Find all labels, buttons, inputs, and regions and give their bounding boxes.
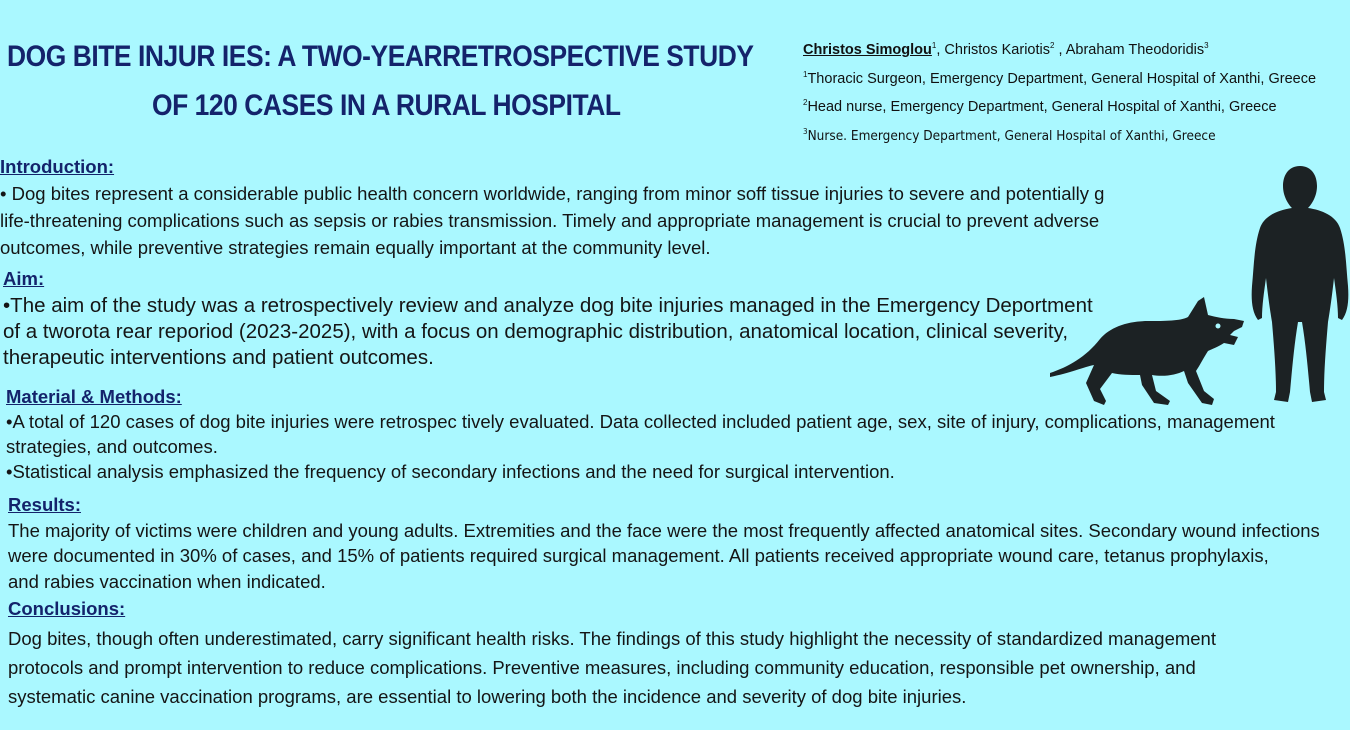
author-separator: , [1054,41,1066,58]
conclusions-line-3: systematic canine vaccination programs, are essential to lowering both the incidence and severity of dog bite injuries. [8,686,967,707]
aim-line-1: •The aim of the study was a retrospectively review and analyze dog bite injuries managed in the Emergency Deportment [3,294,1093,317]
affiliation-2 [803,98,1277,115]
methods-line-3: •Statistical analysis emphasized the frequency of secondary infections and the need for surgical intervention. [6,461,895,482]
affiliation-mark: 2 [803,98,808,107]
affiliation-mark: 3 [803,127,808,136]
results-line-3: and rabies vaccination when indicated. [8,571,326,592]
affiliation-text: Thoracic Surgeon, Emergency Department, General Hospital of Xanthi, Greece [807,71,1317,87]
introduction-heading: Introduction: [0,156,115,177]
methods-line-2: strategies, and outcomes. [6,436,218,457]
affiliation-mark: 1 [803,70,808,79]
results-line-1: The majority of victims were children and young adults. Extremities and the face were the most frequently affected anatomical sites. Secondary wound infections [8,520,1320,541]
author-affiliation-mark: 3 [1204,41,1209,50]
aim-line-2: of a tworota rear reporiod (2023-2025), with a focus on demographic distribution, anatomical location, clinical severity, [3,320,1069,343]
poster-title-line-2: OF 120 CASES IN A RURAL HOSPITAL [152,89,621,122]
author-separator: , [936,41,945,58]
author-name: Christos Kariotis [944,41,1050,58]
poster-title-line-1: DOG BITE INJUR IES: A TWO-YEARRETROSPECTIVE STUDY [7,40,754,73]
conclusions-line-2: protocols and prompt intervention to reduce complications. Preventive measures, including community education, responsible pet ownership, and [8,657,1196,678]
affiliation-text: Nurse. Emergency Department, General Hospital of Xanthi, Greece [807,128,1216,144]
results-line-2: were documented in 30% of cases, and 15% of patients required surgical management. All patients received appropriate wound care, tetanus prophylaxis, [8,545,1269,566]
introduction-line-2: life-threatening complications such as sepsis or rabies transmission. Timely and appropriate management is crucial to prevent adverse [0,210,1100,231]
author-affiliation-mark: 2 [1049,41,1055,50]
results-heading: Results: [8,494,81,515]
methods-heading: Material & Methods: [6,386,182,407]
introduction-line-3: outcomes, while preventive strategies remain equally important at the community level. [0,237,711,258]
person-silhouette-icon [1250,166,1350,404]
author-affiliation-mark: 1 [931,41,937,50]
aim-line-3: therapeutic interventions and patient outcomes. [3,346,434,369]
author-name: Christos Simoglou [803,41,932,58]
affiliation-text: Head nurse, Emergency Department, General Hospital of Xanthi, Greece [807,99,1277,115]
conclusions-heading: Conclusions: [8,598,126,619]
conclusions-line-1: Dog bites, though often underestimated, carry significant health risks. The findings of this study highlight the necessity of standardized management [8,628,1216,649]
affiliation-3 [803,127,1216,144]
dog-silhouette-icon [1048,295,1248,407]
author-name: Abraham Theodoridis [1065,41,1205,58]
affiliation-1 [803,70,1316,87]
methods-line-1: •A total of 120 cases of dog bite injuries were retrospec tively evaluated. Data collected included patient age, sex, site of injury, complications, management [6,411,1275,432]
author-list [803,41,1209,58]
introduction-line-1: • Dog bites represent a considerable public health concern worldwide, ranging from minor soff tissue injuries to severe and potentially g [0,183,1105,204]
aim-heading: Aim: [3,268,45,289]
